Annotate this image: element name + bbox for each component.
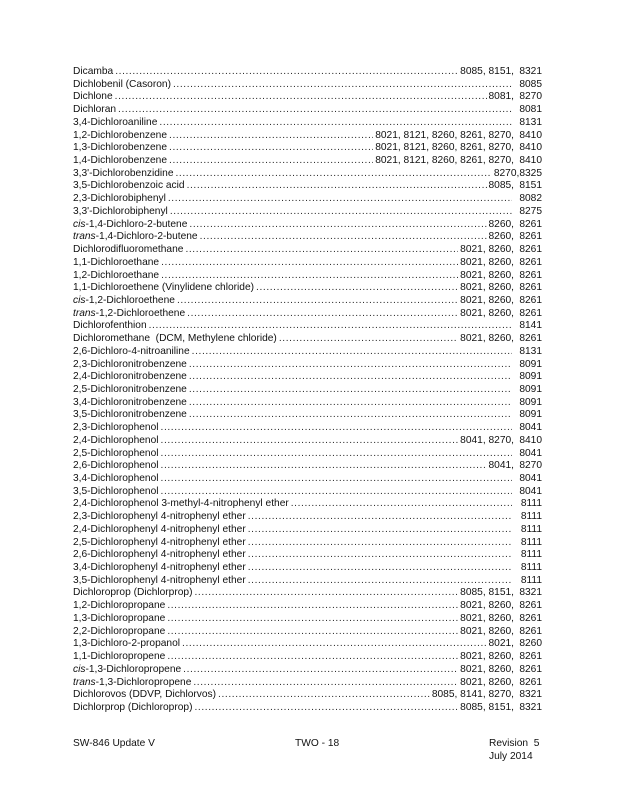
method-references: 8021, 8260, bbox=[460, 269, 514, 281]
dot-leader bbox=[149, 320, 512, 333]
entry-name bbox=[73, 460, 159, 473]
entry-name bbox=[73, 498, 289, 511]
entry-name bbox=[73, 397, 187, 410]
entry-name bbox=[73, 537, 246, 550]
index-entry bbox=[73, 600, 542, 613]
entry-label: 1,2-Dichloroethane bbox=[73, 269, 160, 281]
entry-label: -1,4-Dichloro-2-butene bbox=[95, 231, 198, 243]
index-entry bbox=[73, 549, 542, 562]
entry-prefix: trans bbox=[73, 231, 96, 243]
entry-label: 3,5-Dichlorophenol bbox=[73, 485, 159, 497]
method-references: 8021, bbox=[488, 638, 514, 650]
method-reference-last: 8261 bbox=[519, 333, 542, 345]
method-references: 8041, bbox=[488, 460, 514, 472]
method-reference-last: 8261 bbox=[519, 282, 542, 294]
entry-name bbox=[73, 422, 159, 435]
method-references: 8021, 8260, bbox=[460, 256, 514, 268]
entry-label: 1,2-Dichloropropane bbox=[73, 600, 166, 612]
method-reference-last: 8321 bbox=[519, 66, 542, 77]
dot-leader bbox=[193, 677, 458, 690]
entry-label: 2,3-Dichlorobiphenyl bbox=[73, 193, 166, 205]
entry-name bbox=[73, 295, 175, 308]
index-entry bbox=[73, 168, 542, 181]
index-entry bbox=[73, 282, 542, 295]
index-entry bbox=[73, 257, 542, 270]
entry-name bbox=[73, 346, 190, 359]
entry-label: 3,5-Dichlorobenzoic acid bbox=[73, 180, 185, 192]
entry-name bbox=[73, 638, 180, 651]
entry-label: 2,5-Dichlorophenyl 4-nitrophenyl ether bbox=[73, 536, 246, 548]
entry-label: 2,5-Dichloronitrobenzene bbox=[73, 383, 187, 395]
entry-name bbox=[73, 626, 165, 639]
entry-name bbox=[73, 549, 246, 562]
entry-prefix: cis bbox=[73, 294, 86, 306]
entry-name bbox=[73, 142, 167, 155]
entry-name bbox=[73, 371, 187, 384]
index-entry bbox=[73, 562, 542, 575]
method-reference-last: 8261 bbox=[519, 244, 542, 256]
entry-prefix: trans bbox=[73, 676, 96, 688]
footer-document-id: SW-846 Update V bbox=[73, 738, 155, 749]
method-reference-last: 8091 bbox=[519, 409, 542, 421]
method-reference-last: 8111 bbox=[520, 536, 542, 548]
index-entry bbox=[73, 231, 542, 244]
entry-label: Dichlorprop (Dichloroprop) bbox=[73, 701, 193, 713]
entry-name bbox=[73, 600, 165, 613]
entry-name bbox=[73, 524, 246, 537]
index-entry bbox=[73, 333, 542, 346]
method-reference-last: 8081 bbox=[519, 104, 542, 116]
method-reference-last: 8270 bbox=[519, 460, 542, 472]
method-reference-last: 8111 bbox=[520, 562, 542, 574]
entry-name bbox=[73, 359, 187, 372]
index-entry bbox=[73, 422, 542, 435]
dot-leader bbox=[173, 79, 512, 92]
method-reference-last: 8410 bbox=[519, 142, 542, 154]
entry-label: -1,3-Dichloropropene bbox=[95, 676, 192, 688]
entry-label: 2,4-Dichlorophenyl 4-nitrophenyl ether bbox=[73, 523, 246, 535]
footer-revision-date: July 2014 bbox=[489, 750, 533, 762]
entry-label: Dichloran bbox=[73, 104, 117, 116]
index-list bbox=[73, 66, 542, 715]
index-entry bbox=[73, 180, 542, 193]
entry-name bbox=[73, 384, 187, 397]
entry-label: 1,3-Dichloropropane bbox=[73, 612, 166, 624]
method-references: 8021, 8260, bbox=[460, 663, 514, 675]
entry-prefix: trans bbox=[73, 307, 96, 319]
index-entry bbox=[73, 142, 542, 155]
method-references: 8021, 8121, 8260, 8261, 8270, bbox=[375, 155, 514, 167]
method-reference-last: 8082 bbox=[519, 193, 542, 205]
dot-leader bbox=[256, 282, 458, 295]
entry-label: 2,5-Dichlorophenol bbox=[73, 447, 159, 459]
entry-name bbox=[73, 117, 157, 130]
entry-label: 2,6-Dichlorophenol bbox=[73, 460, 159, 472]
method-reference-last: 8041 bbox=[519, 473, 542, 484]
index-entry bbox=[73, 511, 542, 524]
dot-leader bbox=[291, 498, 512, 511]
entry-label: 3,3'-Dichlorobenzidine bbox=[73, 167, 174, 179]
footer-page-number: TWO - 18 bbox=[295, 738, 340, 749]
entry-name bbox=[73, 664, 181, 677]
index-entry bbox=[73, 409, 542, 422]
dot-leader bbox=[177, 295, 458, 308]
entry-name bbox=[73, 689, 216, 702]
index-entry bbox=[73, 295, 542, 308]
index-entry bbox=[73, 91, 542, 104]
method-reference-last: 8131 bbox=[519, 116, 542, 128]
entry-name bbox=[73, 104, 116, 117]
entry-label: 2,6-Dichloro-4-nitroaniline bbox=[73, 345, 190, 357]
method-references: 8021, 8260, bbox=[460, 600, 514, 612]
method-references: 8021, 8260, bbox=[460, 282, 514, 294]
method-reference-last: 8261 bbox=[519, 256, 542, 268]
dot-leader bbox=[167, 600, 458, 613]
entry-label: 1,3-Dichloro-2-propanol bbox=[73, 638, 181, 650]
dot-leader bbox=[118, 104, 512, 117]
entry-name bbox=[73, 448, 159, 461]
entry-label: Dichlorodifluoromethane bbox=[73, 244, 184, 256]
dot-leader bbox=[189, 384, 512, 397]
entry-label: -1,2-Dichloroethene bbox=[85, 294, 175, 306]
entry-label: -1,2-Dichloroethene bbox=[95, 307, 186, 319]
entry-label: Dichlorovos (DDVP, Dichlorvos) bbox=[73, 689, 217, 701]
dot-leader bbox=[167, 651, 458, 664]
footer-revision-label: Revision 5 bbox=[489, 738, 540, 749]
entry-label: 1,4-Dichlorobenzene bbox=[73, 155, 168, 167]
entry-label: 2,2-Dichloropropane bbox=[73, 625, 166, 637]
method-references: 8041, 8270, bbox=[460, 434, 514, 446]
method-reference-last: 8091 bbox=[519, 358, 542, 370]
dot-leader bbox=[167, 626, 458, 639]
method-references: 8021, 8121, 8260, 8261, 8270, bbox=[375, 142, 514, 154]
index-entry bbox=[73, 638, 542, 651]
dot-leader bbox=[169, 130, 373, 143]
dot-leader bbox=[189, 371, 512, 384]
entry-label: -1,3-Dichloropropene bbox=[85, 663, 182, 675]
method-references: 8085, 8151, bbox=[460, 587, 514, 599]
method-reference-last: 8261 bbox=[519, 625, 542, 637]
entry-label: Dichloromethane (DCM, Methylene chloride) bbox=[73, 333, 277, 345]
entry-name bbox=[73, 575, 246, 588]
index-entry bbox=[73, 664, 542, 677]
entry-name bbox=[73, 486, 159, 499]
entry-name bbox=[73, 244, 183, 257]
method-reference-last: 8085 bbox=[519, 78, 542, 90]
dot-leader bbox=[248, 537, 512, 550]
method-reference-last: 8275 bbox=[519, 205, 542, 217]
dot-leader bbox=[248, 575, 512, 588]
entry-name bbox=[73, 613, 165, 626]
method-reference-last: 8261 bbox=[519, 600, 542, 612]
method-references: 8260, bbox=[488, 231, 514, 243]
method-reference-last: 8041 bbox=[519, 485, 542, 497]
entry-name bbox=[73, 409, 187, 422]
dot-leader bbox=[115, 91, 487, 104]
entry-name bbox=[73, 702, 192, 715]
dot-leader bbox=[170, 206, 512, 219]
index-entry bbox=[73, 524, 542, 537]
entry-label: Dichlobenil (Casoron) bbox=[73, 78, 171, 90]
entry-name bbox=[73, 511, 246, 524]
index-entry bbox=[73, 435, 542, 448]
method-reference-last: 8410 bbox=[519, 434, 542, 446]
method-reference-last: 8261 bbox=[519, 294, 542, 306]
method-reference-last: 8261 bbox=[519, 676, 542, 688]
method-reference-last: 8091 bbox=[519, 396, 542, 408]
entry-name bbox=[73, 231, 198, 244]
index-entry bbox=[73, 117, 542, 130]
dot-leader bbox=[187, 180, 487, 193]
method-reference-last: 8111 bbox=[520, 511, 542, 523]
dot-leader bbox=[161, 435, 459, 448]
index-entry bbox=[73, 498, 542, 511]
dot-leader bbox=[192, 346, 512, 359]
dot-leader bbox=[161, 460, 487, 473]
method-reference-last: 8260 bbox=[519, 638, 542, 650]
method-reference-last: 8111 bbox=[520, 549, 542, 561]
entry-name bbox=[73, 206, 168, 219]
footer-revision bbox=[489, 738, 539, 763]
index-entry bbox=[73, 346, 542, 359]
entry-label: Dichloroprop (Dichlorprop) bbox=[73, 587, 193, 599]
entry-name bbox=[73, 562, 246, 575]
method-reference-last: 8261 bbox=[519, 218, 542, 230]
method-reference-last: 8261 bbox=[519, 269, 542, 281]
entry-name bbox=[73, 282, 254, 295]
method-references: 8081, bbox=[488, 91, 514, 103]
entry-name bbox=[73, 168, 173, 181]
method-references: 8021, 8260, bbox=[460, 333, 514, 345]
index-entry bbox=[73, 219, 542, 232]
dot-leader bbox=[175, 168, 491, 181]
index-entry bbox=[73, 486, 542, 499]
index-entry bbox=[73, 587, 542, 600]
method-references: 8021, 8260, bbox=[460, 244, 514, 256]
method-references: 8085, 8141, 8270, bbox=[431, 689, 514, 701]
index-entry bbox=[73, 371, 542, 384]
method-reference-last: 8261 bbox=[519, 231, 542, 243]
entry-name bbox=[73, 587, 192, 600]
method-references: 8021, 8260, bbox=[460, 651, 514, 663]
dot-leader bbox=[185, 244, 458, 257]
method-reference-last: 8270 bbox=[519, 91, 542, 103]
entry-label: 3,5-Dichlorophenyl 4-nitrophenyl ether bbox=[73, 574, 246, 586]
entry-name bbox=[73, 193, 166, 206]
method-reference-last: 8151 bbox=[519, 180, 542, 192]
dot-leader bbox=[189, 359, 512, 372]
entry-name bbox=[73, 180, 185, 193]
entry-name bbox=[73, 79, 171, 92]
dot-leader bbox=[189, 409, 512, 422]
method-reference-last: 8321 bbox=[519, 689, 542, 701]
method-references: 8021, 8121, 8260, 8261, 8270, bbox=[375, 129, 514, 141]
entry-label: 3,4-Dichloroaniline bbox=[73, 116, 158, 128]
entry-prefix: cis bbox=[73, 663, 86, 675]
dot-leader bbox=[161, 257, 458, 270]
dot-leader bbox=[183, 664, 458, 677]
dot-leader bbox=[168, 193, 512, 206]
entry-label: 1,2-Dichlorobenzene bbox=[73, 129, 168, 141]
entry-label: Dichlorofenthion bbox=[73, 320, 147, 332]
dot-leader bbox=[169, 155, 373, 168]
method-reference-last: 8321 bbox=[519, 701, 542, 713]
dot-leader bbox=[194, 702, 458, 715]
index-entry bbox=[73, 460, 542, 473]
method-reference-last: 8041 bbox=[519, 447, 542, 459]
index-entry bbox=[73, 66, 542, 79]
index-entry bbox=[73, 384, 542, 397]
entry-label: 2,4-Dichlorophenol bbox=[73, 434, 159, 446]
dot-leader bbox=[161, 270, 458, 283]
method-references: 8021, 8260, bbox=[460, 625, 514, 637]
dot-leader bbox=[161, 422, 512, 435]
method-references: 8085, bbox=[488, 180, 514, 192]
method-reference-last: 8410 bbox=[519, 129, 542, 141]
index-entry bbox=[73, 155, 542, 168]
index-entry bbox=[73, 689, 542, 702]
dot-leader bbox=[194, 587, 458, 600]
entry-label: 1,1-Dichloroethane bbox=[73, 256, 160, 268]
dot-leader bbox=[161, 486, 512, 499]
entry-name bbox=[73, 219, 187, 232]
entry-name bbox=[73, 130, 167, 143]
entry-label: 2,3-Dichloronitrobenzene bbox=[73, 358, 187, 370]
method-reference-last: 8041 bbox=[519, 422, 542, 434]
dot-leader bbox=[161, 473, 512, 486]
method-references: 8085, 8151, bbox=[460, 66, 514, 77]
index-entry bbox=[73, 193, 542, 206]
method-references: 8021, 8260, bbox=[460, 612, 514, 624]
method-reference-last: 8111 bbox=[520, 523, 542, 535]
entry-label: 1,1-Dichloroethene (Vinylidene chloride) bbox=[73, 282, 255, 294]
method-reference-last: 8111 bbox=[520, 498, 542, 510]
method-references: 8270,8325 bbox=[493, 167, 542, 179]
entry-name bbox=[73, 333, 277, 346]
entry-label: 2,4-Dichlorophenol 3-methyl-4-nitrophenyl ether bbox=[73, 498, 289, 510]
index-entry bbox=[73, 359, 542, 372]
dot-leader bbox=[159, 117, 512, 130]
dot-leader bbox=[189, 397, 512, 410]
entry-label: 3,4-Dichlorophenyl 4-nitrophenyl ether bbox=[73, 562, 246, 574]
entry-label: 1,3-Dichlorobenzene bbox=[73, 142, 168, 154]
index-entry bbox=[73, 677, 542, 690]
entry-name bbox=[73, 155, 167, 168]
index-entry bbox=[73, 626, 542, 639]
index-entry bbox=[73, 104, 542, 117]
entry-label: Dicamba bbox=[73, 66, 114, 77]
method-reference-last: 8141 bbox=[519, 320, 542, 332]
entry-label: 3,5-Dichloronitrobenzene bbox=[73, 409, 187, 421]
dot-leader bbox=[187, 308, 458, 321]
dot-leader bbox=[115, 66, 458, 79]
method-references: 8260, bbox=[488, 218, 514, 230]
index-entry bbox=[73, 308, 542, 321]
entry-name bbox=[73, 677, 191, 690]
method-reference-last: 8410 bbox=[519, 155, 542, 167]
entry-prefix: cis bbox=[73, 218, 86, 230]
index-entry bbox=[73, 575, 542, 588]
dot-leader bbox=[182, 638, 486, 651]
index-entry bbox=[73, 613, 542, 626]
entry-label: 3,3'-Dichlorobiphenyl bbox=[73, 205, 168, 217]
dot-leader bbox=[161, 448, 512, 461]
method-references: 8085, 8151, bbox=[460, 701, 514, 713]
method-reference-last: 8261 bbox=[519, 307, 542, 319]
dot-leader bbox=[248, 562, 512, 575]
method-reference-last: 8091 bbox=[519, 383, 542, 395]
entry-label: Dichlone bbox=[73, 91, 113, 103]
entry-label: -1,4-Dichloro-2-butene bbox=[85, 218, 188, 230]
entry-name bbox=[73, 320, 147, 333]
index-entry bbox=[73, 244, 542, 257]
method-reference-last: 8261 bbox=[519, 663, 542, 675]
index-entry bbox=[73, 79, 542, 92]
index-entry bbox=[73, 702, 542, 715]
dot-leader bbox=[218, 689, 430, 702]
dot-leader bbox=[167, 613, 458, 626]
index-entry bbox=[73, 130, 542, 143]
dot-leader bbox=[200, 231, 487, 244]
method-reference-last: 8321 bbox=[519, 587, 542, 599]
dot-leader bbox=[248, 511, 512, 524]
dot-leader bbox=[189, 219, 486, 232]
index-entry bbox=[73, 651, 542, 664]
entry-name bbox=[73, 473, 159, 486]
entry-name bbox=[73, 435, 159, 448]
entry-name bbox=[73, 91, 113, 104]
entry-name bbox=[73, 308, 185, 321]
index-entry bbox=[73, 473, 542, 486]
entry-name bbox=[73, 651, 165, 664]
dot-leader bbox=[279, 333, 458, 346]
index-entry bbox=[73, 448, 542, 461]
index-entry bbox=[73, 206, 542, 219]
method-references: 8021, 8260, bbox=[460, 307, 514, 319]
entry-name bbox=[73, 66, 113, 79]
entry-label: 1,1-Dichloropropene bbox=[73, 651, 166, 663]
entry-name bbox=[73, 257, 159, 270]
entry-name bbox=[73, 270, 159, 283]
method-reference-last: 8131 bbox=[519, 345, 542, 357]
method-reference-last: 8261 bbox=[519, 612, 542, 624]
index-entry bbox=[73, 270, 542, 283]
index-entry bbox=[73, 320, 542, 333]
entry-label: 2,3-Dichlorophenol bbox=[73, 422, 159, 434]
method-reference-last: 8111 bbox=[520, 574, 542, 586]
entry-label: 3,4-Dichlorophenol bbox=[73, 473, 159, 484]
entry-label: 2,4-Dichloronitrobenzene bbox=[73, 371, 187, 383]
entry-label: 2,3-Dichlorophenyl 4-nitrophenyl ether bbox=[73, 511, 246, 523]
dot-leader bbox=[169, 142, 373, 155]
method-reference-last: 8091 bbox=[519, 371, 542, 383]
method-references: 8021, 8260, bbox=[460, 676, 514, 688]
entry-label: 2,6-Dichlorophenyl 4-nitrophenyl ether bbox=[73, 549, 246, 561]
index-entry bbox=[73, 537, 542, 550]
index-entry bbox=[73, 397, 542, 410]
method-reference-last: 8261 bbox=[519, 651, 542, 663]
method-references: 8021, 8260, bbox=[460, 294, 514, 306]
dot-leader bbox=[248, 524, 512, 537]
dot-leader bbox=[248, 549, 512, 562]
entry-label: 3,4-Dichloronitrobenzene bbox=[73, 396, 187, 408]
